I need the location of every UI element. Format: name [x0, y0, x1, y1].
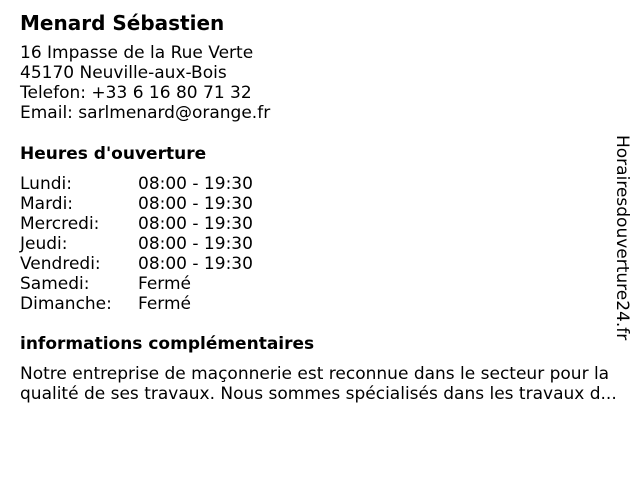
business-name: Menard Sébastien: [20, 11, 225, 35]
time-value: 08:00 - 19:30: [138, 254, 253, 274]
day-label: Lundi:: [20, 174, 72, 194]
time-value: 08:00 - 19:30: [138, 194, 253, 214]
city-address: 45170 Neuville-aux-Bois: [20, 63, 227, 83]
time-value: Fermé: [138, 274, 192, 294]
phone-number: Telefon: +33 6 16 80 71 32: [20, 83, 252, 103]
day-label: Vendredi:: [20, 254, 101, 274]
description-line: qualité de ses travaux. Nous sommes spécialisés dans les travaux d...: [20, 384, 617, 404]
business-description: [20, 364, 630, 404]
time-value: 08:00 - 19:30: [138, 174, 253, 194]
email-address: Email: sarlmenard@orange.fr: [20, 103, 271, 123]
time-value: Fermé: [138, 294, 192, 314]
additional-info-heading: informations complémentaires: [20, 334, 315, 354]
street-address: 16 Impasse de la Rue Verte: [20, 43, 254, 63]
site-watermark: Horairesdouverture24.fr: [612, 135, 632, 341]
description-line: Notre entreprise de maçonnerie est reconnue dans le secteur pour la: [20, 364, 610, 384]
day-label: Mardi:: [20, 194, 74, 214]
time-value: 08:00 - 19:30: [138, 234, 253, 254]
contact-block: [20, 43, 270, 123]
opening-hours-heading: Heures d'ouverture: [20, 144, 207, 164]
day-label: Jeudi:: [20, 234, 68, 254]
day-label: Mercredi:: [20, 214, 100, 234]
time-value: 08:00 - 19:30: [138, 214, 253, 234]
day-label: Samedi:: [20, 274, 90, 294]
day-label: Dimanche:: [20, 294, 112, 314]
